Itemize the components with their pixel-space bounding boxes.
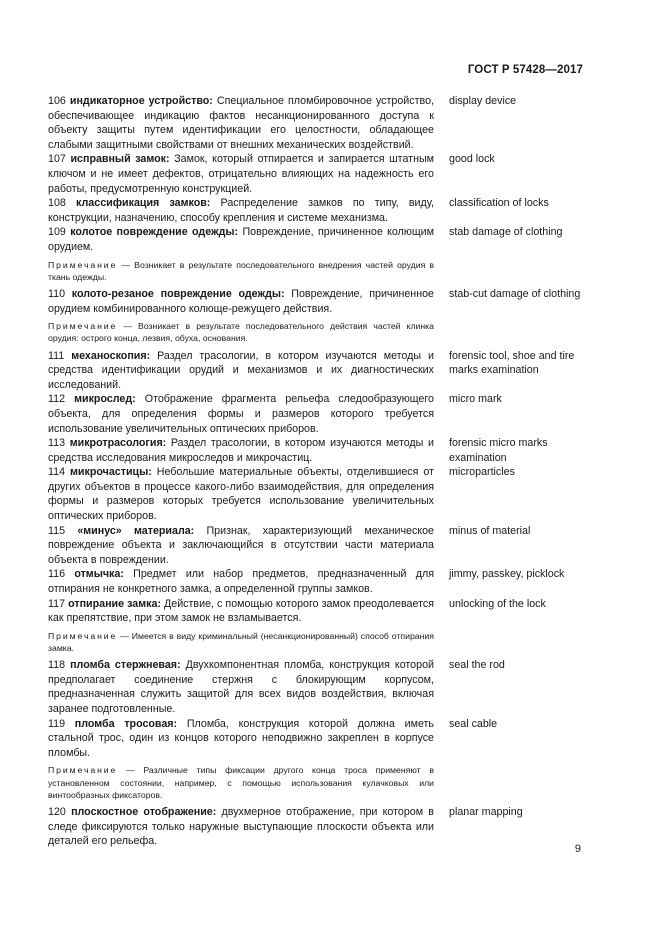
term-name: отмычка: <box>74 568 124 581</box>
term-english: microparticles <box>449 466 515 479</box>
term-number: 108 <box>48 197 66 210</box>
term-definition: Признак, характеризующий механическое повреждение объекта и заключающийся в отсутствии части материала объекта в повреждении. <box>48 524 434 566</box>
term-entry <box>48 392 588 436</box>
term-number: 109 <box>48 226 66 239</box>
note-label: Примечание <box>48 259 118 270</box>
term-definition: Отображение фрагмента рельефа следообразующего объекта, для определения формы и размеров которого требуется использование увеличительных оптических приборов. <box>48 393 434 435</box>
term-note <box>48 259 434 283</box>
term-number: 118 <box>48 659 66 672</box>
term-note <box>48 764 434 801</box>
term-number: 114 <box>48 466 66 479</box>
note-text: — Различные типы фиксации другого конца троса применяют в установленном состоянии, например, с помощью использования кулачковых или винтообразных фиксаторов. <box>48 765 434 800</box>
term-definition: Двухкомпонентная пломба, конструкция которой предполагает соединение стержня с блокирующим корпусом, предназначенная служить защитой для всех видов воздействия, включая заранее подготовленные. <box>48 659 434 715</box>
term-name: пломба стержневая: <box>70 659 181 672</box>
term-entry <box>48 94 588 152</box>
term-definition: Повреждение, причиненное орудием комбинированного колюще-режущего действия. <box>48 287 434 315</box>
term-note <box>48 320 434 344</box>
term-definition: Пломба, конструкция которой должна иметь стальной трос, один из концов которого неподвижно закреплен в корпусе пломбы. <box>48 717 434 759</box>
term-number: 117 <box>48 597 66 610</box>
term-english: unlocking of the lock <box>449 597 546 610</box>
term-english: forensic tool, shoe and tire marks examination <box>449 349 575 377</box>
term-english: forensic micro marks examination <box>449 437 548 464</box>
term-english: display device <box>449 95 517 107</box>
term-name: отпирание замка: <box>68 597 161 610</box>
term-definition: двухмерное отображение, при котором в следе фиксируются только наружные выступающие плоскости объекта или деталей его рельефа. <box>48 805 434 848</box>
terms-list <box>48 94 588 849</box>
page-number: 9 <box>574 843 581 855</box>
term-english: good lock <box>449 153 495 166</box>
note-text: — Имеется в виду криминальный (несанкционированный) способ отпирания замка. <box>48 630 434 654</box>
term-name: микрослед: <box>74 393 136 406</box>
term-definition: Замок, который отпирается и запирается штатным ключом и не имеет дефектов, отрицательно влияющих на надежность его работы, предусмотренную конструкцией. <box>48 153 434 195</box>
note-text: — Возникает в результате последовательного действия частей клинка орудия: острого конца, лезвия, обуха, основания. <box>48 321 434 344</box>
term-entry <box>48 196 588 225</box>
term-definition: Действие, с помощью которого замок преодолевается как препятствие, при этом замок не взламывается. <box>48 597 434 625</box>
page-header: ГОСТ Р 57428—2017 <box>467 64 583 76</box>
term-number: 112 <box>48 393 66 406</box>
term-name: пломба тросовая: <box>74 717 178 730</box>
term-number: 106 <box>48 95 66 107</box>
term-name: индикаторное устройство: <box>69 95 213 107</box>
note-label: Примечание <box>48 630 118 641</box>
term-definition: Предмет или набор предметов, предназначенный для отпирания не конкретного замка, а определенной группы замков. <box>48 568 434 596</box>
term-name: классификация замков: <box>76 197 211 210</box>
term-definition: Повреждение, причиненное колющим орудием. <box>48 226 434 253</box>
term-number: 110 <box>48 287 66 300</box>
term-entry <box>48 658 588 716</box>
term-entry <box>48 287 588 316</box>
term-entry <box>48 567 588 596</box>
term-number: 111 <box>48 349 65 362</box>
term-entry <box>48 805 588 849</box>
term-definition: Распределение замков по типу, виду, конструкции, назначению, способу крепления и системе механизма. <box>48 197 434 224</box>
term-english: stab-cut damage of clothing <box>449 287 581 300</box>
term-entry <box>48 436 588 465</box>
term-name: микротрасология: <box>69 437 167 450</box>
term-name: исправный замок: <box>70 153 170 166</box>
term-entry <box>48 349 588 393</box>
term-number: 116 <box>48 568 66 581</box>
term-english: seal the rod <box>449 659 505 672</box>
term-number: 115 <box>48 524 66 537</box>
term-entry <box>48 465 588 523</box>
term-english: planar mapping <box>449 805 523 818</box>
term-name: микрочастицы: <box>70 466 152 479</box>
term-definition: Специальное пломбировочное устройство, обеспечивающее индикацию фактов несанкционированного доступа к объекту защиты путем идентификации его целостности, обладающее слабыми защитными свойствами от внешних механических воздействий. <box>48 95 434 151</box>
term-entry <box>48 152 588 196</box>
term-name: колотое повреждение одежды: <box>70 226 239 239</box>
term-name: механоскопия: <box>71 349 151 362</box>
term-definition: Небольшие материальные объекты, отделившиеся от других объектов в процессе какого-либо взаимодействия, для определения формы и размеров которых требуется использование увеличительных оптических приборов. <box>48 466 434 523</box>
term-entry <box>48 717 588 761</box>
term-definition: Раздел трасологии, в котором изучаются методы и средства идентификации орудий и механизмов и их диагностических исследований. <box>48 349 434 391</box>
term-number: 119 <box>48 717 66 730</box>
note-text: — Возникает в результате последовательного внедрения частей орудия в ткань одежды. <box>48 259 434 282</box>
term-number: 113 <box>48 437 66 450</box>
note-label: Примечание <box>48 765 118 776</box>
term-name: колото-резаное повреждение одежды: <box>71 287 285 300</box>
term-english: seal cable <box>449 717 498 730</box>
term-name: «минус» материала: <box>77 524 195 537</box>
term-english: stab damage of clothing <box>449 226 563 239</box>
term-english: micro mark <box>449 393 502 406</box>
note-label: Примечание <box>48 321 118 332</box>
term-english: minus of material <box>449 524 531 537</box>
term-english: classification of locks <box>449 197 549 210</box>
term-note <box>48 630 434 654</box>
term-entry <box>48 225 588 254</box>
term-english: jimmy, passkey, picklock <box>449 568 565 581</box>
term-entry <box>48 597 588 626</box>
term-definition: Раздел трасологии, в котором изучаются методы и средства исследования микроследов и микрочастиц. <box>48 437 434 464</box>
term-number: 107 <box>48 153 66 166</box>
term-number: 120 <box>48 805 66 818</box>
term-entry <box>48 524 588 568</box>
term-name: плоскостное отображение: <box>71 805 217 818</box>
